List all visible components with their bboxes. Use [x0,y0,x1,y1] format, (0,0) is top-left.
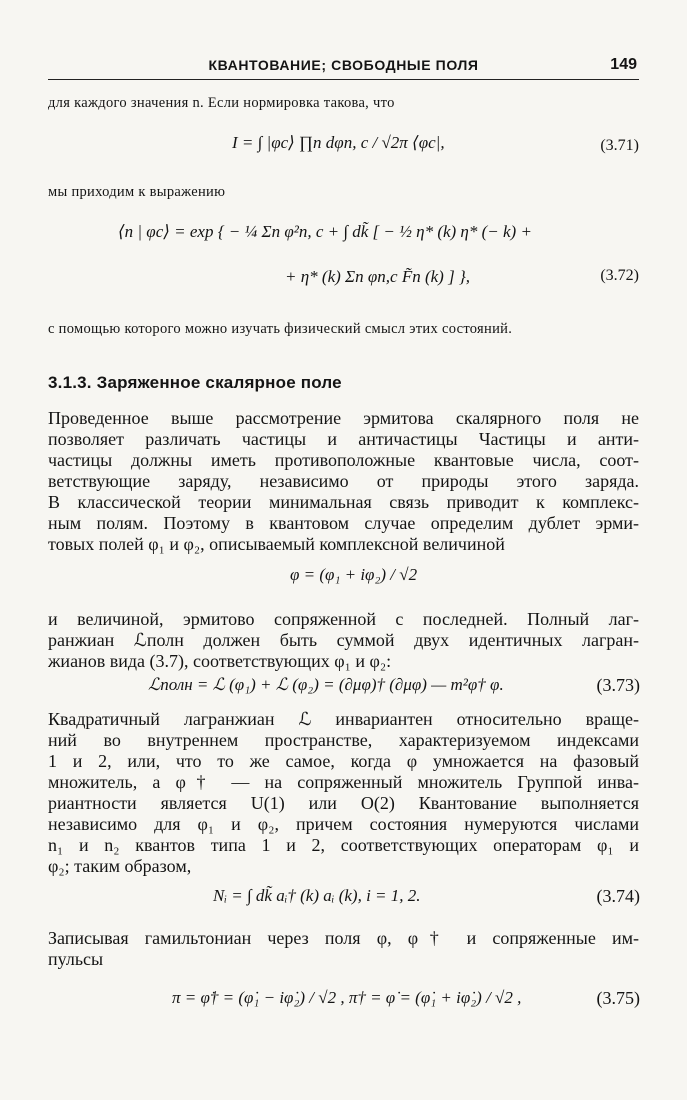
paragraph-line: 1 и 2, или, что то же самое, когда φ умножается на фазовый [48,751,639,771]
equation-3-75: π = φ̇† = (φ̇₁ − iφ̇₂) / √2 , π† = φ̇ = (φ̇₁ + iφ̇₂) / √2 , [172,988,522,1007]
equation-number-3-75: (3.75) [596,988,640,1008]
equation-phi: φ = (φ₁ + iφ₂) / √2 [290,565,418,584]
paragraph-line: n₁ и n₂ квантов типа 1 и 2, соответствующих операторам φ₁ и [48,835,639,855]
equation-3-72-line2: + η* (k) Σn φn,c F̃n (k) ] }, [285,267,470,286]
running-header-title: КВАНТОВАНИЕ; СВОБОДНЫЕ ПОЛЯ [208,57,479,73]
paragraph-line: жианов вида (3.7), соответствующих φ₁ и φ₂: [48,651,392,671]
paragraph-line: ранжиан ℒполн должен быть суммой двух идентичных лагран- [48,630,639,650]
paragraph-line: ветствующие заряду, независимо от природы этого заряда. [48,471,639,491]
paragraph-line: В классической теории минимальная связь приводит к комплекс- [48,492,639,512]
paragraph-line: пульсы [48,949,104,969]
paragraph-line: Проведенное выше рассмотрение эрмитова скалярного поля не [48,408,639,428]
paragraph-line: товых полей φ₁ и φ₂, описываемый комплексной величиной [48,534,505,554]
intro-line: для каждого значения n. Если нормировка такова, что [48,95,395,111]
paragraph-line: независимо для φ₁ и φ₂, причем состояния нумеруются числами [48,814,639,834]
paragraph-line: φ₂; таким образом, [48,856,192,876]
paragraph-line: ний во внутреннем пространстве, характеризуемом индексами [48,730,639,750]
paragraph-line: Квадратичный лагранжиан ℒ инвариантен относительно враще- [48,709,639,729]
after-text-3-72: с помощью которого можно изучать физический смысл этих состояний. [48,321,513,337]
equation-3-72-line1: ⟨n | φc⟩ = exp { − ¼ Σn φ²n, c + ∫ dk̃ [ − ½ η* (k) η* (− k) + [118,222,532,241]
equation-3-73: ℒполн = ℒ (φ₁) + ℒ (φ₂) = (∂μφ)† (∂μφ) — m²φ† φ. [148,675,504,694]
equation-3-74: Nᵢ = ∫ dk̃ aᵢ† (k) aᵢ (k), i = 1, 2. [213,886,421,905]
equation-3-71: I = ∫ |φc⟩ ∏n dφn, c / √2π ⟨φc|, [232,133,445,152]
equation-number-3-71: (3.71) [600,137,639,154]
lead-text-3-72: мы приходим к выражению [48,184,226,200]
paragraph-line: множитель, а φ† — на сопряженный множитель Группой инва- [48,772,639,792]
paragraph-line: риантности является U(1) или O(2) Квантование выполняется [48,793,639,813]
page-number: 149 [610,56,637,73]
paragraph-line: Записывая гамильтониан через поля φ, φ† и сопряженные им- [48,928,639,948]
equation-number-3-72: (3.72) [600,267,639,284]
paragraph-line: ным полям. Поэтому в квантовом случае определим дублет эрми- [48,513,639,533]
equation-number-3-74: (3.74) [596,886,640,906]
equation-number-3-73: (3.73) [596,675,640,695]
running-header [48,55,639,80]
paragraph-line: и величиной, эрмитово сопряженной с последней. Полный лаг- [48,609,639,629]
paragraph-line: частицы должны иметь противоположные квантовые числа, соот- [48,450,639,470]
paragraph-line: позволяет различать частицы и античастицы Частицы и анти- [48,429,639,449]
section-heading: 3.1.3. Заряженное скалярное поле [48,373,342,392]
